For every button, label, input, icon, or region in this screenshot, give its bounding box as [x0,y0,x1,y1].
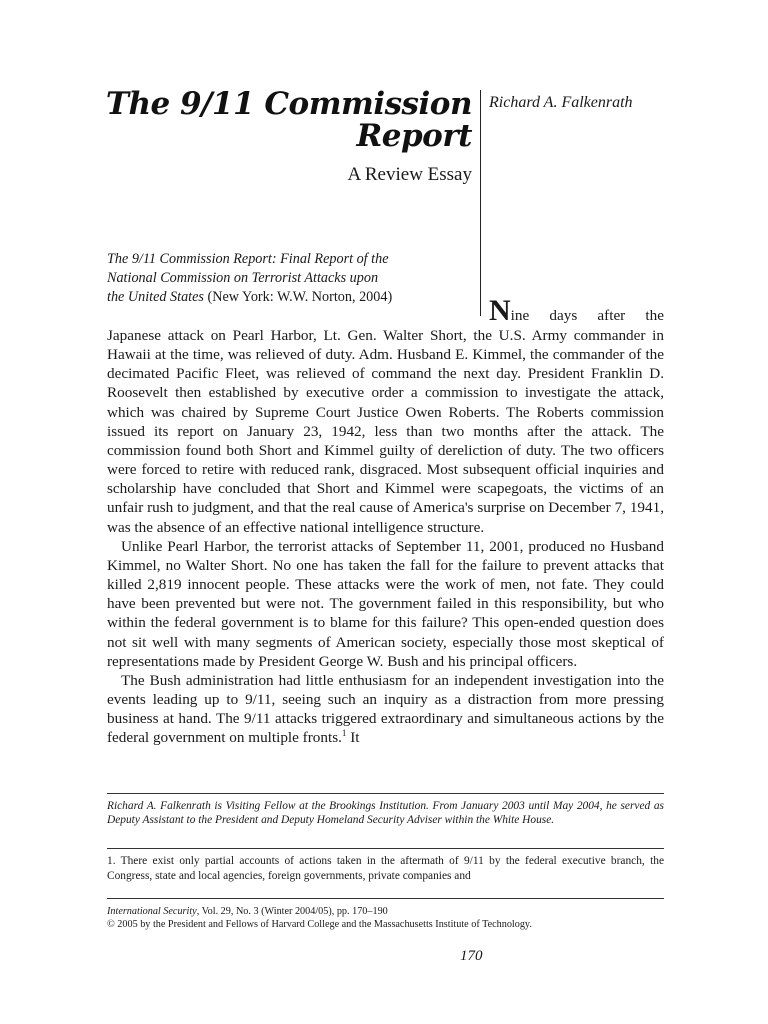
journal-rule [107,898,664,899]
copyright-notice: © 2005 by the President and Fellows of Harvard College and the Massachusetts Institute of Technology. [107,919,532,930]
article-title [100,88,472,152]
first-line-word: after [597,307,626,324]
title-divider [480,90,481,316]
body-paragraph-3 [107,671,664,748]
page-number: 170 [460,948,483,964]
article-subtitle: A Review Essay [347,164,472,185]
article-title-line-2: Report [356,118,472,154]
journal-info [107,905,664,931]
title-block [100,88,472,186]
first-line-word: days [549,307,578,324]
journal-name: International Security [107,906,197,917]
body-paragraph-3-tail: It [346,729,360,747]
reviewed-book-publication: (New York: W.W. Norton, 2004) [203,289,393,305]
first-word-rest: ine [510,307,530,324]
footnote-reference: 1 [341,728,347,739]
reviewed-book-title-line-1: The 9/11 Commission Report: Final Report of the [107,251,389,267]
author-bio: Richard A. Falkenrath is Visiting Fellow at the Brookings Institution. From January 2003 until May 2004, he served as Deputy Assistant to the President and Deputy Homeland Security Adviser within the White House. [107,800,664,826]
author-name: Richard A. Falkenrath [489,94,633,111]
footnote-1: 1. There exist only partial accounts of actions taken in the aftermath of 9/11 by the federal executive branch, the Congress, state and local agencies, foreign governments, private companies and [107,855,664,882]
drop-cap: N [489,294,511,327]
bio-rule [107,793,664,794]
first-line-word: the [645,307,664,324]
body-paragraph-3-text: The Bush administration had little enthusiasm for an independent investigation into the events leading up to 9/11, seeing such an inquiry as a distraction from more pressing business at hand. The 9/11 attacks triggered extraordinary and simultaneous actions by the federal government on multiple fronts. [107,671,664,747]
reviewed-book-title-line-2: National Commission on Terrorist Attacks upon [107,270,379,286]
footnote-rule [107,848,664,849]
body-text [107,326,664,747]
reviewed-book-title-line-3: the United States [107,289,204,305]
reviewed-book-citation [107,250,467,307]
article-title-line-1: The 9/11 Commission [105,86,472,122]
body-paragraph-2: Unlike Pearl Harbor, the terrorist attacks of September 11, 2001, produced no Husband Kimmel, no Walter Short. No one has taken the fall for the failure to prevent attacks that killed 2,819 innocent people. These attacks were the work of men, not fate. They could have been prevented but were not. The government failed in this responsibility, but who within the federal government is to blame for this failure? This open-ended question does not sit well with many segments of American society, especially those most skeptical of representations made by President George W. Bush and his principal officers. [107,537,664,670]
journal-citation: , Vol. 29, No. 3 (Winter 2004/05), pp. 170–190 [196,906,388,917]
body-paragraph-1: Japanese attack on Pearl Harbor, Lt. Gen. Walter Short, the U.S. Army commander in Hawaii at the time, was relieved of duty. Adm. Husband E. Kimmel, the commander of the decimated Pacific Fleet, was relieved of command the next day. President Franklin D. Roosevelt then established by executive order a commission to investigate the attack, which was chaired by Supreme Court Justice Owen Roberts. The Roberts commission issued its report on January 23, 1942, less than two months after the attack. The commission found both Short and Kimmel guilty of dereliction of duty. The two officers were forced to retire with reduced rank, disgraced. Most subsequent official inquiries and scholarship have concluded that Short and Kimmel were scapegoats, the victims of an unfair rush to judgment, and that the real cause of America's surprise on December 7, 1941, was the absence of an effective national intelligence structure. [107,327,664,536]
